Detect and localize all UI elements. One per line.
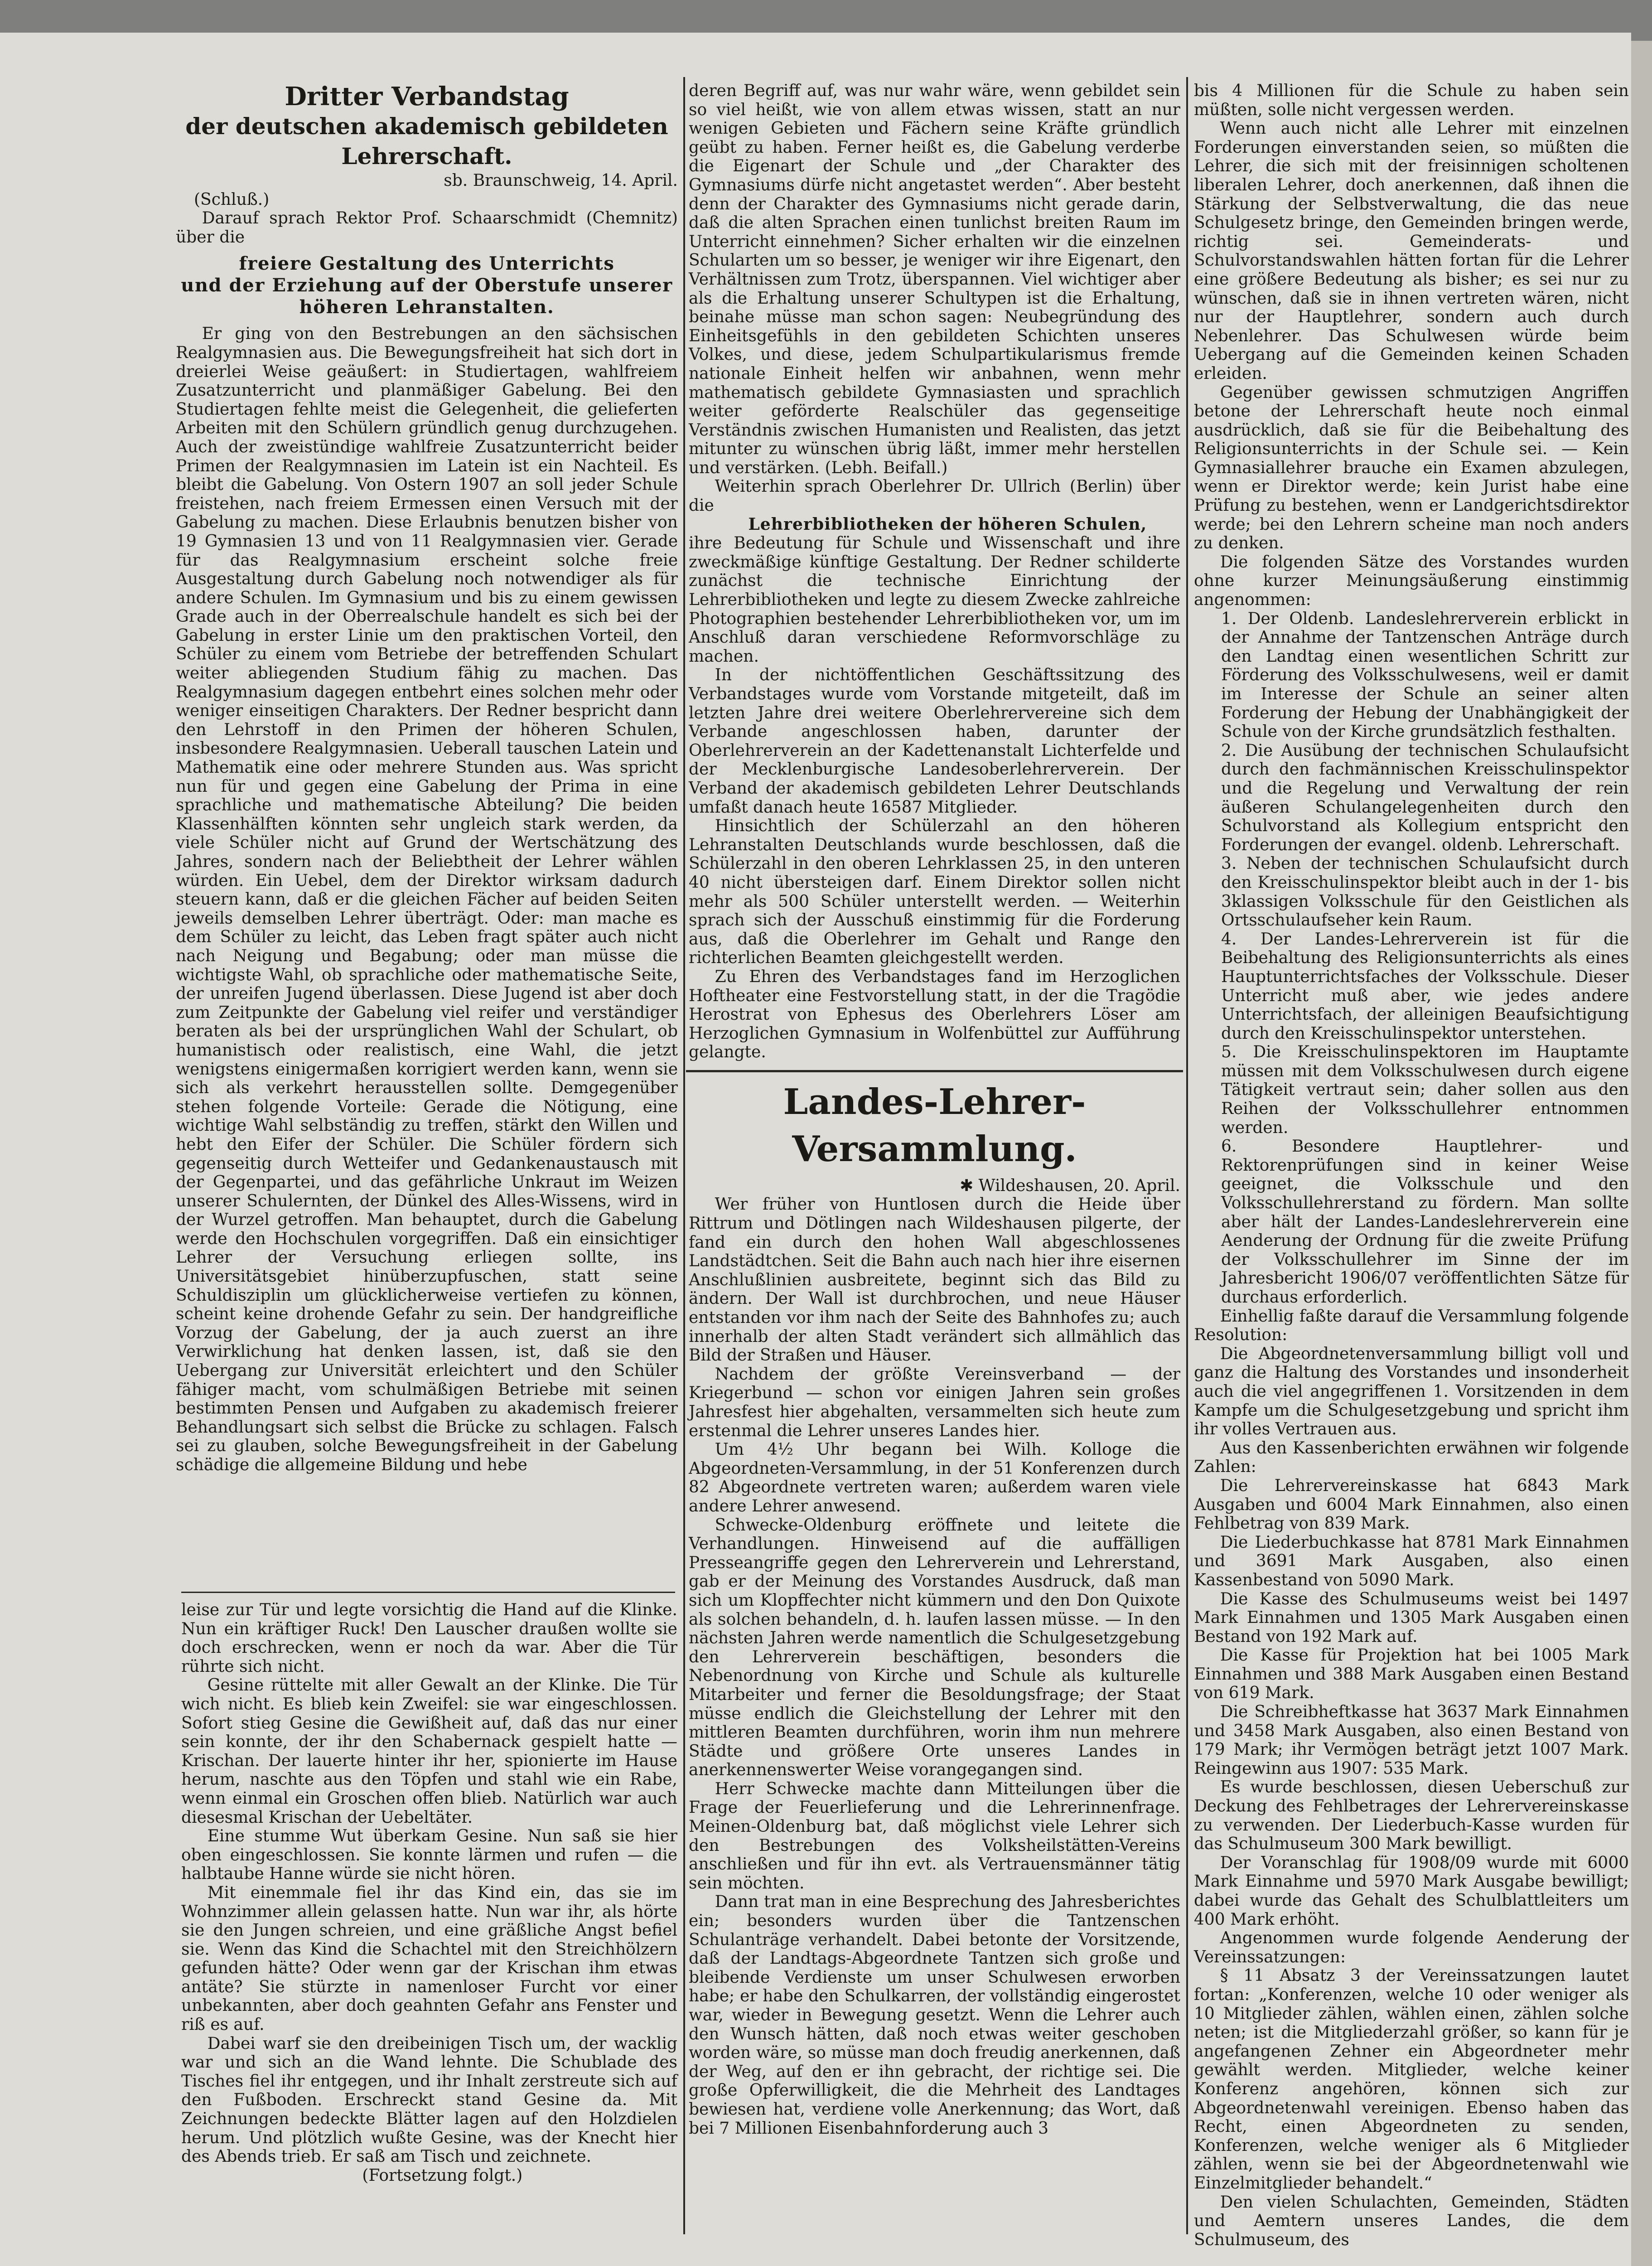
speaker-intro: Weiterhin sprach Oberlehrer Dr. Ullrich (Berlin) über die (689, 477, 1180, 515)
finance-paragraph: Die Schreibheftkasse hat 3637 Mark Einnahmen und 3458 Mark Ausgaben, also einen Bestand von 179 Mark; ihr Vermögen beträgt jetzt 1007 Mark. Reingewinn aus 1907: 535 Mark. (1194, 1703, 1629, 1778)
article-separator (686, 1062, 1183, 1072)
dateline-2: ✱ Wildeshausen, 20. April. (960, 1176, 1180, 1195)
section-heading (176, 253, 678, 318)
article-paragraph: Angenommen wurde folgende Aenderung der Vereinssatzungen: (1194, 1929, 1629, 1966)
article-paragraph: Wenn auch nicht alle Lehrer mit einzelnen Forderungen einverstanden seien, so müßten die Lehrer, die sich mit der freisinnigen scholtenen liberalen Lehrer, doch anerkennen, daß ihnen die Stärkung der Selbstverwaltung, die das neue Schulgesetz bringe, den Gemeinden bringen werde, richtig sei. Gemeinderats- und Schulvorstandswahlen hätten fortan für die Lehrer eine größere Bedeutung als bisher; es sei nur zu wünschen, daß sie in ihnen vertreten wären, nicht nur der Hauptlehrer, sondern auch durch Nebenlehrer. Das Schulwesen würde beim Uebergang auf die Gemeinden keinen Schaden erleiden. (1194, 119, 1629, 383)
feuilleton-story (181, 1601, 677, 2231)
article-body: Er ging von den Bestrebungen an den sächsischen Realgymnasien aus. Die Bewegungsfreiheit hat sich dort in dreierlei Weise geäußert: in Studiertagen, wahlfreiem Zusatzunterricht und planmäßiger Gabelung. Bei den Studiertagen fehlte meist die Gelegenheit, die gelieferten Arbeiten mit den Schülern gründlich genug durchzugehen. Auch der zweistündige wahlfreie Zusatzunterricht beider Primen der Realgymnasien im Latein ist ein Nachteil. Es bleibt die Gabelung. Von Ostern 1907 an soll jeder Schule freistehen, nach freiem Ermessen einen Versuch mit der Gabelung zu machen. Diese Erlaubnis benutzen bisher von 19 Gymnasien 13 und von 11 Realgymnasien vier. Gerade für das Realgymnasium erscheint solche freie Ausgestaltung durch Gabelung noch notwendiger als für andere Schulen. Im Gymnasium und bis zu einem gewissen Grade auch in der Oberrealschule handelt es sich bei der Gabelung in erster Linie um den praktischen Vorteil, den Schüler zu einem vom Betriebe der betreffenden Schulart weiter abliegenden Studium fähig zu machen. Das Realgymnasium dagegen entbehrt eines solchen mehr oder weniger einseitigen Charakters. Der Redner bespricht dann den Lehrstoff in den Primen der höheren Schulen, insbesondere Realgymnasien. Ueberall tauschen Latein und Mathematik eine oder mehrere Stunden aus. Was spricht nun für und gegen eine Gabelung der Prima in eine sprachliche und mathematische Abteilung? Die beiden Klassenhälften könnten sehr ungleich stark werden, da viele Schüler nicht auf Grund der Wertschätzung des Jahres, sondern nach der Beliebtheit der Lehrer wählen würden. Ein Uebel, dem der Direktor wirksam dadurch steuern kann, daß er die gleichen Fächer auf beiden Seiten jeweils demselben Lehrer überträgt. Oder: man mache es dem Schüler zu leicht, das Leben fragt später auch nicht nach Neigung und Begabung; oder man müsse die wichtigste Wahl, ob sprachliche oder mathematische Seite, der unreifen Jugend überlassen. Diese Jugend ist aber doch zum Zeitpunkte der Gabelung viel reifer und verständiger beraten als bei der ursprünglichen Wahl der Schulart, ob humanistisch oder realistisch, eine Wahl, die jetzt wenigstens einigermaßen korrigiert werden kann, wenn sie sich als verkehrt herausstellen sollte. Demgegenüber stehen folgende Vorteile: Gerade die Nötigung, eine wichtige Wahl selbständig zu treffen, stärkt den Willen und hebt den Eifer der Schüler. Die Schüler fördern sich gegenseitig durch Wetteifer und Gedankenaustausch mit der Gegenpartei, und das gefährliche Unkraut im Weizen unserer Schulernten, der Dünkel des Alles-Wissens, wird in der Wurzel getroffen. Man behauptet, durch die Gabelung werde den Hochschulen vorgegriffen. Daß ein einsichtiger Lehrer der Versuchung erliegen sollte, ins Universitätsgebiet hinüberzupfuschen, statt seine Schuldisziplin um glücklicherweise vertiefen zu können, scheint keine drohende Gefahr zu sein. Der handgreifliche Vorzug der Gabelung, der ja auch zuerst an ihre Verwirklichung hat denken lassen, ist, daß sie den Uebergang zur Universität erleichtert und den Schüler fähiger macht, vom schulmäßigen Betriebe mit seinen bestimmten Pensen und Aufgaben zu akademisch freierer Behandlungsart sich selbst die Brücke zu schlagen. Falsch sei zu glauben, solche Bewegungsfreiheit in der Gabelung schädige die allgemeine Bildung und hebe (176, 324, 678, 1474)
dateline: sb. Braunschweig, 14. April. (444, 171, 678, 190)
resolution-item: 1. Der Oldenb. Landeslehrerverein erblickt in der Annahme der Tantzenschen Anträge durch den Landtag einen wesentlichen Schritt zur Förderung des Volksschulwesens, weil er damit im Interesse der Schule an seiner alten Forderung der Hebung der Unabhängigkeit der Schule von der Kirche grundsätzlich festhalten. (1221, 609, 1629, 741)
resolution-item: 2. Die Ausübung der technischen Schulaufsicht durch den fachmännischen Kreisschulinspektor und die Regelung und Verwaltung der rein äußeren Schulangelegenheiten durch den Schulvorstand als Kollegium entspricht den Forderungen der evangel. oldenb. Lehrerschaft. (1221, 741, 1629, 854)
article-paragraph: Der Voranschlag für 1908/09 wurde mit 6000 Mark Einnahme und 5970 Mark Ausgabe bewilligt; dabei wurde das Gehalt des Schulblattleiters um 400 Mark erhöht. (1194, 1853, 1629, 1929)
article-paragraph: bis 4 Millionen für die Schule zu haben sein müßten, solle nicht vergessen werden. (1194, 82, 1629, 119)
article-title-line2: der deutschen akademisch gebildeten Lehrerschaft. (185, 113, 668, 169)
article-paragraph: Zu Ehren des Verbandstages fand im Herzoglichen Hoftheater eine Festvorstellung statt, in der die Tragödie Herostrat von Ephesus des Oberlehrers Löser am Herzoglichen Gymnasium in Wolfenbüttel zur Aufführung gelangte. (689, 967, 1180, 1062)
column-2 (689, 82, 1180, 2227)
article-paragraph: In der nichtöffentlichen Geschäftssitzung des Verbandstages wurde vom Vorstande mitgeteilt, daß im letzten Jahre drei weitere Oberlehrervereine sich dem Verbande angeschlossen haben, darunter der Oberlehrerverein an der Kadettenanstalt Lichterfelde und der Mecklenburgische Landesoberlehrerverein. Der Verband der akademisch gebildeten Lehrer Deutschlands umfaßt danach heute 16587 Mitglieder. (689, 666, 1180, 817)
statute-paragraph: § 11 Absatz 3 der Vereinssatzungen lautet fortan: „Konferenzen, welche 10 oder weniger als 10 Mitglieder zählen, wählen einen, zählen solche neten; ist die Mitgliederzahl größer, so kann für je angefangenen Zehner ein Abgeordneter mehr gewählt werden. Mitglieder, welche keiner Konferenz angehören, können sich zur Abgeordnetenwahl vereinigen. Ebenso haben das Recht, einen Abgeordneten zu senden, Konferenzen, welche weniger als 6 Mitglieder zählen, wenn sie bei der Abgeordnetenwahl wie Einzelmitglieder behandelt.“ (1194, 1966, 1629, 2193)
article-paragraph: Aus den Kassenberichten erwähnen wir folgende Zahlen: (1194, 1438, 1629, 1477)
article-title-line1: Dritter Verbandstag (285, 82, 569, 111)
story-paragraph: Gesine rüttelte mit aller Gewalt an der Klinke. Die Tür wich nicht. Es blieb kein Zweifel: sie war eingeschlossen. Sofort stieg Gesine die Gewißheit auf, daß das nur einer sein konnte, der ihr den Schabernack gespielt hatte — Krischan. Der lauerte hinter ihr her, spionierte im Hause herum, naschte aus den Töpfen und stahl wie ein Rabe, wenn einmal ein Groschen offen blieb. Natürlich war auch diesesmal Krischan der Uebeltäter. (181, 1676, 677, 1827)
finance-paragraph: Die Kasse für Projektion hat bei 1005 Mark Einnahmen und 388 Mark Ausgaben einen Bestand von 619 Mark. (1194, 1646, 1629, 1703)
section-heading-line1: freiere Gestaltung des Unterrichts (239, 253, 615, 275)
resolution-item: 5. Die Kreisschulinspektoren im Hauptamte müssen mit dem Volksschulwesen durch eigene Tätigkeit vertraut sein; daher sollen aus den Reihen der Volksschullehrer entnommen werden. (1221, 1043, 1629, 1137)
article-paragraph: Um 4½ Uhr begann bei Wilh. Kolloge die Abgeordneten-Versammlung, in der 51 Konferenzen durch 82 Abgeordnete vertreten waren; außerdem waren viele andere Lehrer anwesend. (689, 1440, 1180, 1516)
article-paragraph: Dann trat man in eine Besprechung des Jahresberichtes ein; besonders wurden über die Tantzenschen Schulanträge verhandelt. Dabei betonte der Vorsitzende, daß der Landtags-Abgeordnete Tantzen sich große und bleibende Verdienste um unser Schulwesen erworben habe; er habe den Schulkarren, der vollständig eingerostet war, wieder in Bewegung gesetzt. Wenn die Lehrer auch den Wunsch hätten, daß noch etwas weiter geschoben worden wäre, so müsse man doch freudig anerkennen, daß der Weg, auf den er ihn gebracht, der richtige sei. Die große Opferwilligkeit, die die Mehrheit des Landtages bewiesen hat, verdiene volle Anerkennung; das Wort, daß bei 7 Millionen Eisenbahnforderung auch 3 (689, 1893, 1180, 2138)
finance-paragraph: Die Kasse des Schulmuseums weist bei 1497 Mark Einnahmen und 1305 Mark Ausgaben einen Bestand von 192 Mark auf. (1194, 1589, 1629, 1646)
article-paragraph: Herr Schwecke machte dann Mitteilungen über die Frage der Feuerlieferung und die Lehrerinnenfrage. Meinen-Oldenburg bat, daß möglichst viele Lehrer sich den Bestrebungen des Volksheilstätten-Vereins anschließen und für ihn evt. als Vertrauensmänner tätig sein möchten. (689, 1779, 1180, 1893)
article-paragraph: Gegenüber gewissen schmutzigen Angriffen betone der Lehrerschaft heute noch einmal ausdrücklich, daß sie für die Beibehaltung des Religionsunterrichts in der Schule sei. — Kein Gymnasiallehrer brauche ein Examen abzulegen, wenn er Direktor werde; kein Jurist habe eine Prüfung zu bestehen, wenn er Landgerichtsdirektor werde; bei den Lehrern scheine man noch anders zu denken. (1194, 383, 1629, 553)
article-paragraph: Die Abgeordnetenversammlung billigt voll und ganz die Haltung des Vorstandes und insonderheit auch die viel angegriffenen 1. Vorsitzenden in dem Kampfe um die Schulgesetzgebung und spricht ihm ihr volles Vertrauen aus. (1194, 1344, 1629, 1439)
column-rule-2 (1186, 77, 1188, 2234)
intro-paragraph: Darauf sprach Rektor Prof. Schaarschmidt (Chemnitz) über die (176, 209, 678, 247)
story-paragraph: Eine stumme Wut überkam Gesine. Nun saß sie hier oben eingeschlossen. Sie konnte lärmen und rufen — die halbtaube Hanne würde sie nicht hören. (181, 1827, 677, 1883)
section-heading-libraries: Lehrerbibliotheken der höheren Schulen, (748, 514, 1147, 534)
article-paragraph: Den vielen Schulachten, Gemeinden, Städten und Aemtern unseres Landes, die dem Schulmuseum, des (1194, 2193, 1629, 2249)
resolution-item: 4. Der Landes-Lehrerverein ist für die Beibehaltung des Religionsunterrichts als eines Hauptunterrichtsfaches der Volksschule. Dieser Unterricht muß aber, wie jedes andere Unterrichtsfach, der alleinigen Beaufsichtigung durch den Kreisschulinspektor unterstehen. (1221, 930, 1629, 1043)
column-rule-1 (683, 77, 685, 2234)
story-paragraph: Mit einemmale fiel ihr das Kind ein, das sie im Wohnzimmer allein gelassen hatte. Nun war ihr, als hörte sie den Jungen schreien, und eine gräßliche Angst befiel sie. Wenn das Kind die Schachtel mit den Streichhölzern gefunden hätte? Oder wenn gar der Krischan ihm etwas antäte? Sie stürzte in namenloser Furcht vor einer unbekannten, aber doch geahnten Gefahr ans Fenster und riß es auf. (181, 1883, 677, 2034)
article-title-2: Landes-Lehrer-Versammlung. (783, 1081, 1086, 1170)
article-paragraph: Es wurde beschlossen, diesen Ueberschuß zur Deckung des Fehlbetrages der Lehrervereinskasse zu verwenden. Der Liederbuch-Kasse wurden für das Schulmuseum 300 Mark bewilligt. (1194, 1778, 1629, 1854)
article-paragraph: Nachdem der größte Vereinsverband — der Kriegerbund — schon vor einigen Jahren sein großes Jahresfest hier abgehalten, versammelten sich heute zum erstenmal die Lehrer unseres Landes hier. (689, 1365, 1180, 1440)
finance-paragraph: Die Liederbuchkasse hat 8781 Mark Einnahmen und 3691 Mark Ausgaben, also einen Kassenbestand von 5090 Mark. (1194, 1533, 1629, 1589)
article-paragraph: Schwecke-Oldenburg eröffnete und leitete die Verhandlungen. Hinweisend auf die auffälligen Presseangriffe gegen den Lehrerverein und Lehrerstand, gab er der Meinung des Vorstandes Ausdruck, daß man sich um Klopffechter nicht kümmern und den Don Quixote als solchen behandeln, d. h. laufen lassen müsse. — In den nächsten Jahren werde namentlich die Schulgesetzgebung den Lehrerverein beschäftigen, besonders die Nebenordnung von Kirche und Schule als kulturelle Mitarbeiter und ferner die Besoldungsfrage; der Staat müsse endlich die Gleichstellung der Lehrer mit den mittleren Beamten durchführen, worin ihm nun mehrere Städte und größere Orte unseres Landes in anerkennenswerter Weise vorangegangen sind. (689, 1516, 1180, 1780)
resolution-item: 3. Neben der technischen Schulaufsicht durch den Kreisschulinspektor bleibt auch in der 1- bis 3klassigen Volksschule für den Geistlichen als Ortsschulaufseher kein Raum. (1221, 854, 1629, 930)
article-paragraph: Hinsichtlich der Schülerzahl an den höheren Lehranstalten Deutschlands wurde beschlossen, daß die Schülerzahl in den oberen Lehrklassen 25, in den unteren 40 nicht übersteigen darf. Einem Direktor sollen nicht mehr als 500 Schüler unterstellt werden. — Weiterhin sprach sich der Ausschuß einstimmig für die Forderung aus, daß die Oberlehrer im Gehalt und Range den richterlichen Beamten gleichgestellt werden. (689, 817, 1180, 968)
resolution-item: 6. Besondere Hauptlehrer- und Rektorenprüfungen sind in keiner Weise geeignet, die Volksschule und den Volksschullehrerstand zu fördern. Man sollte aber hält der Landes-Landeslehrerverein eine Aenderung der Ordnung für die zweite Prüfung der Volksschullehrer im Sinne der im Jahresbericht 1906/07 veröffentlichten Sätze für durchaus erforderlich. (1221, 1137, 1629, 1307)
article-paragraph: Die folgenden Sätze des Vorstandes wurden ohne kurzer Meinungsäußerung einstimmig angenommen: (1194, 552, 1629, 610)
story-paragraph: Dabei warf sie den dreibeinigen Tisch um, der wacklig war und sich an die Wand lehnte. Die Schublade des Tisches fiel ihr entgegen, und ihr Inhalt zerstreute sich auf den Fußboden. Erschreckt stand Gesine da. Mit Zeichnungen bedeckte Blätter lagen auf den Holzdielen herum. Und plötzlich wußte Gesine, was der Knecht hier des Abends trieb. Er saß am Tisch und zeichnete. (181, 2034, 677, 2166)
continued-note: (Fortsetzung folgt.) (362, 2166, 523, 2185)
feuilleton-divider (181, 1592, 675, 1593)
column-3 (1194, 82, 1629, 2249)
section-heading-line3: höheren Lehranstalten. (299, 296, 555, 318)
article-body-continued: deren Begriff auf, was nur wahr wäre, wenn gebildet sein so viel heißt, wie von allem etwas wissen, statt an nur wenigen Gebieten und Fächern seine Kräfte gründlich geübt zu haben. Ferner heißt es, die Gabelung verderbe die Eigenart der Schule und „der Charakter des Gymnasiums dürfe nicht angetastet werden“. Aber besteht denn der Charakter des Gymnasiums nicht gerade darin, daß die alten Sprachen einen tunlichst breiten Raum im Unterricht einnehmen? Sicher erhalten wir die einzelnen Schularten um so besser, je weniger wir ihre Eigenart, den Verhältnissen zum Trotz, überspannen. Viel wichtiger aber als die Erhaltung unserer Schultypen ist die Erhaltung, beinahe müsse man schon sagen: Neubegründung des Einheitsgefühls in den gebildeten Schichten unseres Volkes, und diese, jedem Schulpartikularismus fremde nationale Einheit helfen wir anbahnen, wenn mehr mathematisch gebildete Gymnasiasten und sprachlich weiter geförderte Realschüler das gegenseitige Verständnis zwischen Humanisten und Realisten, das jetzt mitunter zu wünschen übrig läßt, immer mehr herstellen und verstärken. (Lebh. Beifall.) (689, 82, 1180, 477)
conclusion-marker: (Schluß.) (194, 190, 270, 209)
section-heading-line2: und der Erziehung auf der Oberstufe unserer (181, 275, 673, 296)
article-paragraph: ihre Bedeutung für Schule und Wissenschaft und ihre zweckmäßige künftige Gestaltung. Der Redner schilderte zunächst die technische Einrichtung der Lehrerbibliotheken und legte zu diesem Zwecke zahlreiche Photographien bestehender Lehrerbibliotheken vor, um im Anschluß daran verschiedene Reformvorschläge zu machen. (689, 534, 1180, 666)
article-paragraph: Einhellig faßte darauf die Versammlung folgende Resolution: (1194, 1307, 1629, 1345)
finance-paragraph: Die Lehrervereinskasse hat 6843 Mark Ausgaben und 6004 Mark Einnahmen, also einen Fehlbetrag von 839 Mark. (1194, 1476, 1629, 1533)
article-paragraph: Wer früher von Huntlosen durch die Heide über Rittrum und Dötlingen nach Wildeshausen pilgerte, der fand ein durch den hohen Wall abgeschlossenes Landstädtchen. Seit die Bahn auch nach hier ihre eisernen Anschlußlinien ausbreitete, beginnt sich das Bild zu ändern. Der Wall ist durchbrochen, und neue Häuser entstanden vor ihm nach der Seite des Bahnhofes zu; auch innerhalb der alten Stadt verändert sich allmählich das Bild der Straßen und Häuser. (689, 1195, 1180, 1365)
page-edge (1631, 41, 1652, 2266)
story-paragraph: leise zur Tür und legte vorsichtig die Hand auf die Klinke. Nun ein kräftiger Ruck! Den Lauscher draußen wollte sie doch erschrecken, wenn er noch da war. Aber die Tür rührte sich nicht. (181, 1601, 677, 1676)
column-1 (176, 82, 678, 1588)
